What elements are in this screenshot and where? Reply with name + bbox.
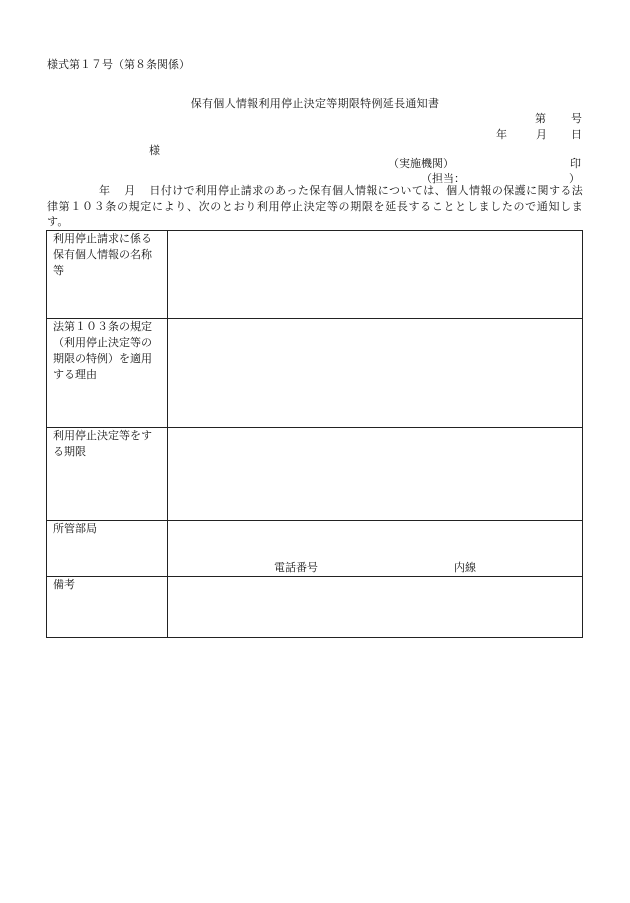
table-row [47, 231, 583, 319]
agency-label: （実施機関） [388, 157, 454, 170]
table-row [47, 319, 583, 428]
date-month-label: 月 [536, 128, 547, 141]
contact-person-close: ） [569, 172, 580, 185]
form-number: 様式第１７号（第８条関係） [47, 58, 190, 71]
table-row [47, 577, 583, 638]
body-text: 付けで利用停止請求のあった保有個人情報については、個人情報の保護に関する法律第１０３条の規定により、次のとおり利用停止決定等の期限を延長することとしましたので通知します。 [47, 184, 583, 228]
body-year-label: 年 [99, 184, 111, 197]
phone-row [168, 559, 582, 573]
value-cell-info-name [168, 231, 583, 319]
addressee-suffix: 様 [149, 144, 160, 157]
row-label-info-name: 利用停止請求に係る保有個人情報の名称等 [47, 231, 168, 319]
body-month-label: 月 [124, 184, 136, 197]
date-year-label: 年 [496, 128, 507, 141]
table-row [47, 428, 583, 521]
value-cell-department [168, 521, 583, 577]
row-label-deadline: 利用停止決定等をする期限 [47, 428, 168, 521]
value-cell-remarks [168, 577, 583, 638]
row-label-department: 所管部局 [47, 521, 168, 577]
notice-body [47, 183, 583, 230]
value-cell-deadline [168, 428, 583, 521]
seal-mark: 印 [570, 157, 581, 170]
body-day-label: 日 [149, 184, 161, 197]
document-number-suffix: 号 [571, 112, 582, 125]
phone-number-label: 電話番号 [274, 561, 318, 574]
extension-label: 内線 [454, 561, 476, 574]
value-cell-reason [168, 319, 583, 428]
row-label-remarks: 備考 [47, 577, 168, 638]
table-row [47, 521, 583, 577]
department-value [168, 521, 582, 576]
date-day-label: 日 [571, 128, 582, 141]
document-title: 保有個人情報利用停止決定等期限特例延長通知書 [190, 97, 440, 110]
notice-form-table [46, 230, 583, 638]
row-label-reason: 法第１０３条の規定（利用停止決定等の期限の特例）を適用する理由 [47, 319, 168, 428]
document-number-prefix: 第 [535, 112, 546, 125]
contact-person-label: （担当： [421, 172, 465, 185]
